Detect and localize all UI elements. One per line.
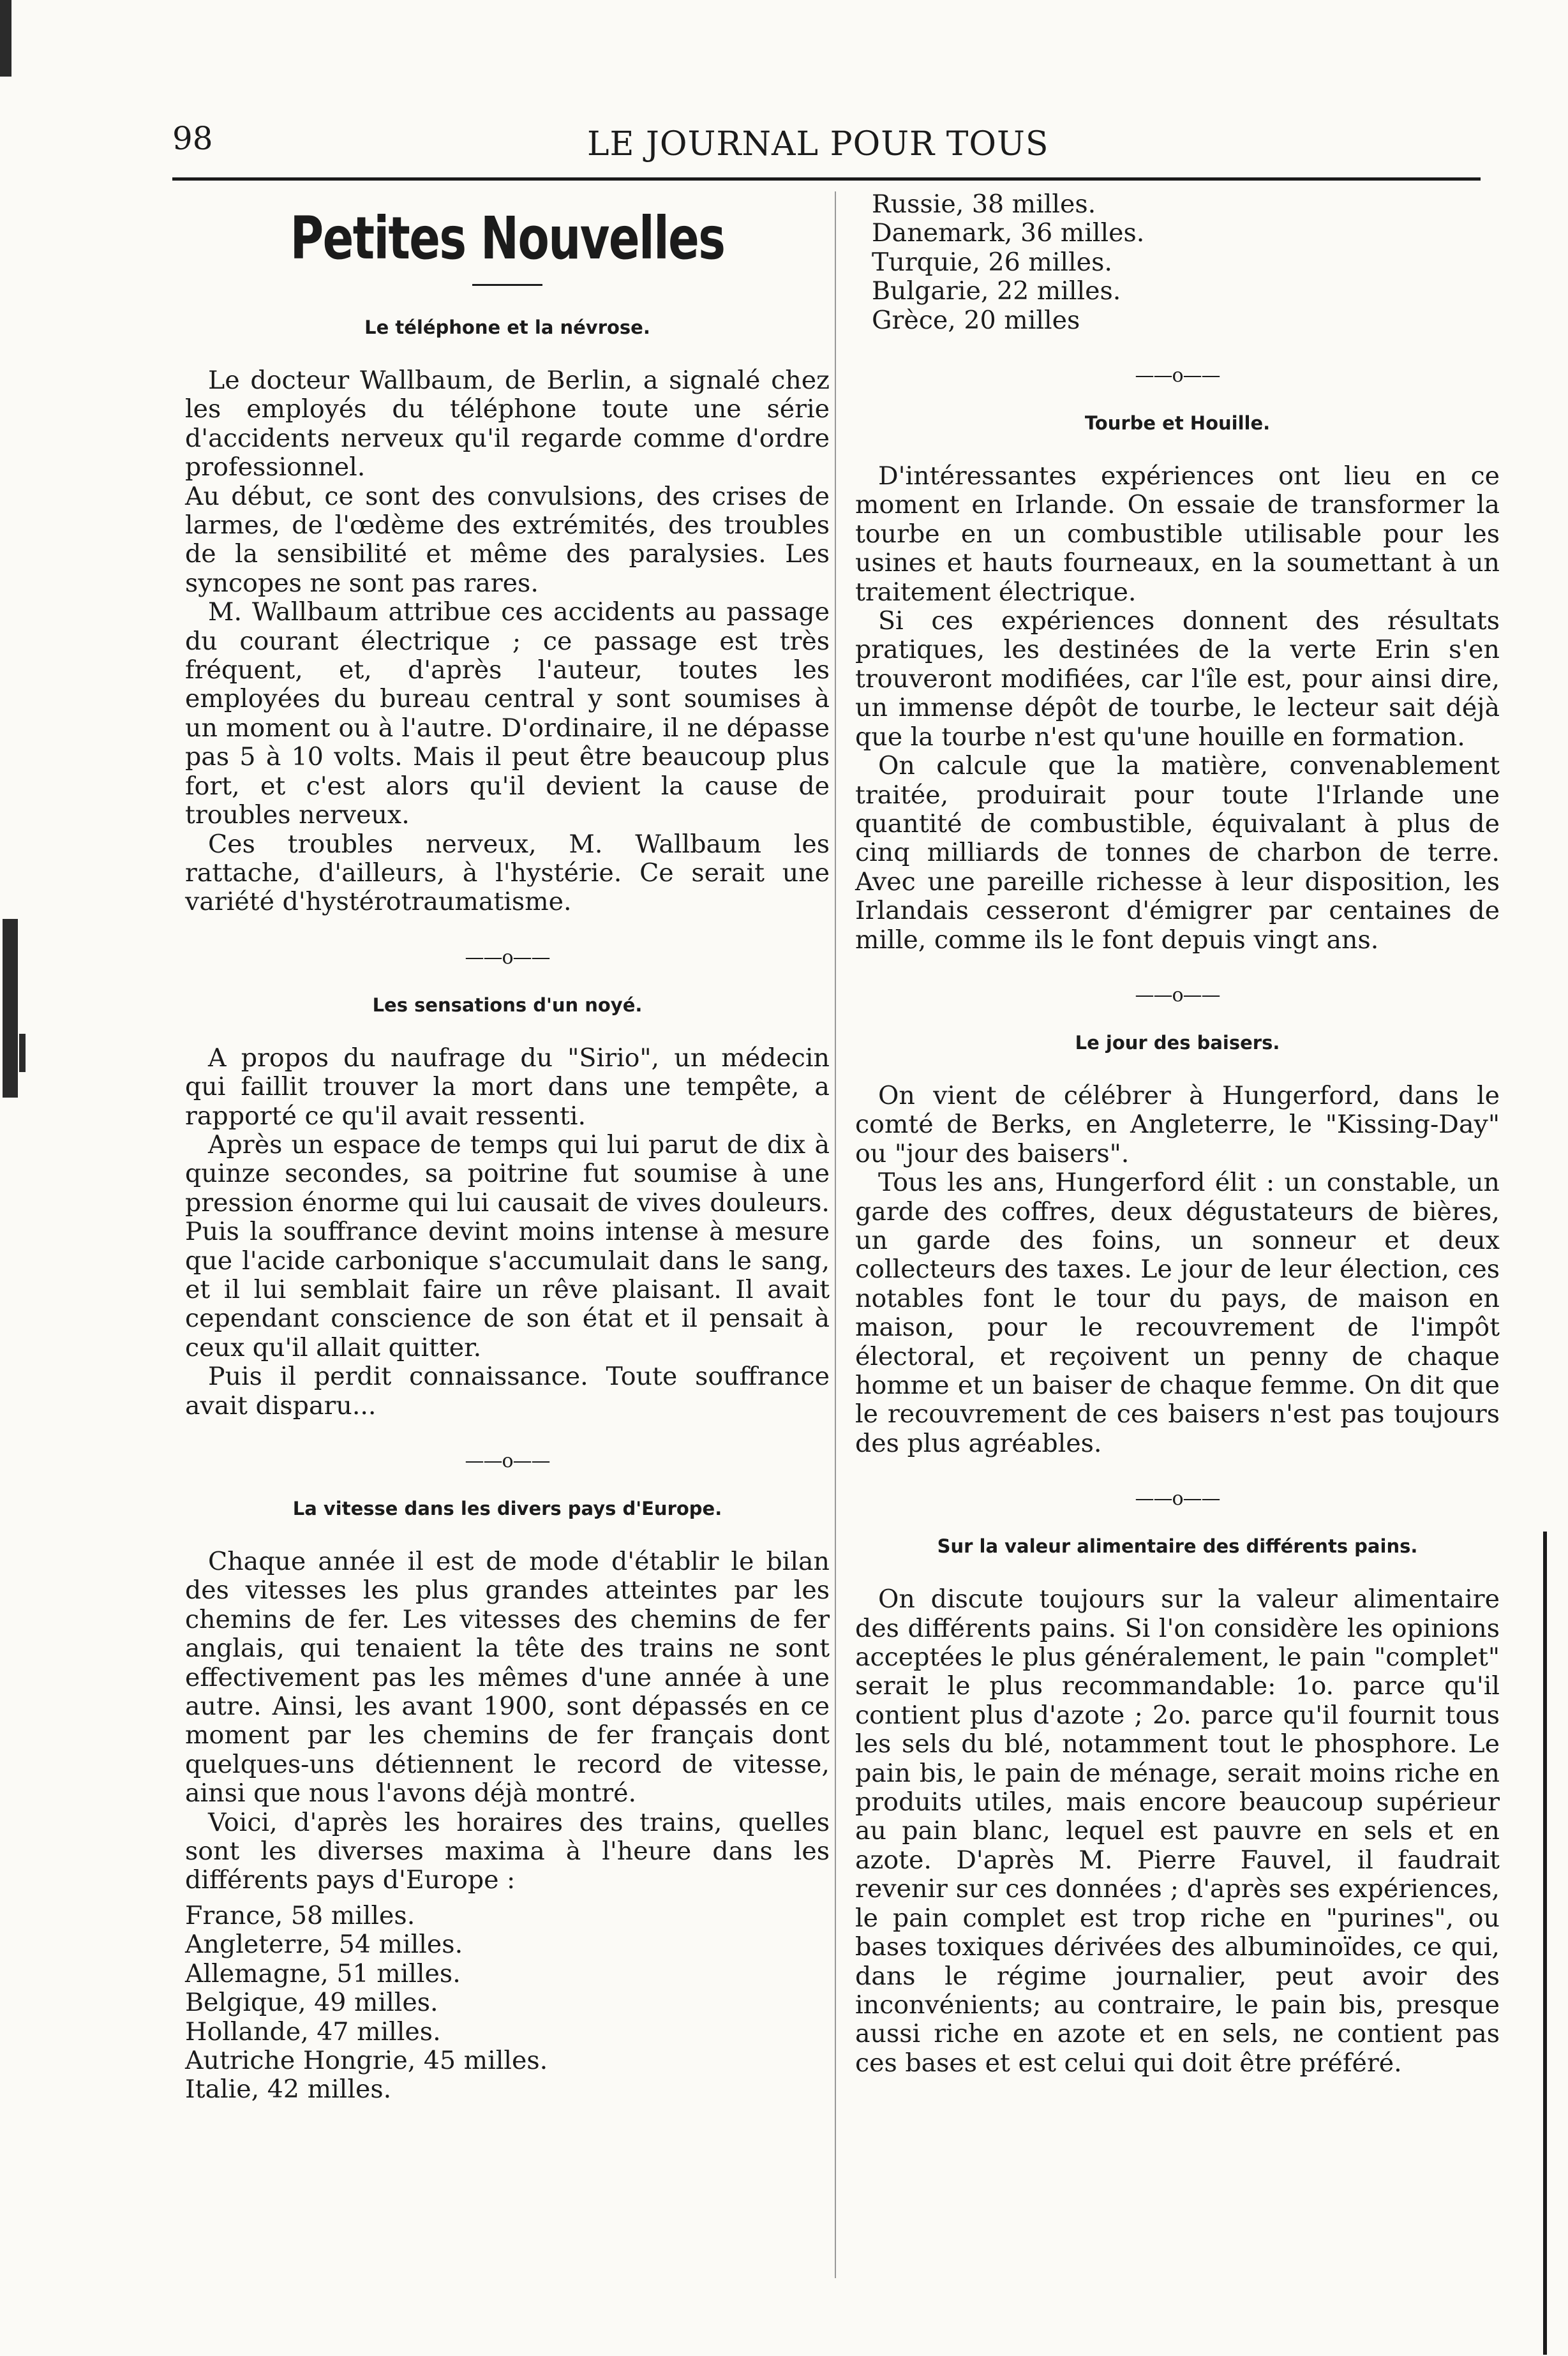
list-item: Grèce, 20 milles: [872, 305, 1080, 335]
section-separator: ——o——: [1135, 364, 1220, 387]
speed-list-continued: [855, 190, 1500, 335]
article-heading: Le téléphone et la névrose.: [364, 317, 650, 338]
main-title: Petites Nouvelles: [290, 204, 725, 272]
list-item: Allemagne, 51 milles.: [185, 1958, 461, 1988]
article-paragraph: D'intéressantes expériences ont lieu en ce moment en Irlande. On essaie de transformer la tourbe en un combustible utilisable pour les usines et hauts fourneaux, en la soumettant à un traitement électrique.: [855, 461, 1500, 607]
list-item: Hollande, 47 milles.: [185, 2017, 441, 2047]
section-separator: ——o——: [1135, 983, 1220, 1006]
scan-edge-mark: [3, 919, 18, 1098]
section-separator: ——o——: [1135, 1487, 1220, 1510]
section-separator: ——o——: [465, 1450, 550, 1472]
article-heading: Sur la valeur alimentaire des différents pains.: [937, 1535, 1418, 1558]
scan-edge-mark: [1543, 1532, 1547, 2355]
right-column: [855, 184, 1500, 2078]
section-separator: ——o——: [465, 946, 550, 969]
article-heading: Le jour des baisers.: [1075, 1031, 1280, 1054]
list-item: Angleterre, 54 milles.: [185, 1930, 463, 1960]
speed-list: [185, 1902, 830, 2105]
article-paragraph: Ces troubles nerveux, M. Wallbaum les rattache, d'ailleurs, à l'hystérie. Ce serait une variété d'hystérotraumatisme.: [185, 829, 830, 917]
list-item: Russie, 38 milles.: [872, 190, 1096, 219]
list-item: Turquie, 26 milles.: [872, 247, 1112, 277]
article-paragraph: Après un espace de temps qui lui parut de dix à quinze secondes, sa poitrine fut soumise à une pression énorme qui lui causait de vives douleurs. Puis la souffrance devint moins intense à mesure que l'acide carbonique s'accumulait dans le sang, et il lui semblait faire un rêve plaisant. Il avait cependant conscience de son état et il pensait à ceux qu'il allait quitter.: [185, 1130, 830, 1362]
left-column: [185, 191, 830, 2105]
article-heading: Tourbe et Houille.: [1084, 412, 1271, 435]
article-paragraph: Chaque année il est de mode d'établir le bilan des vitesses les plus grandes atteintes par les chemins de fer. Les vitesses des chemins de fer anglais, qui tenaient la tête des trains ne sont effectivement pas les mêmes d'une année à une autre. Ainsi, les avant 1900, sont dépassés en ce moment par les chemins de fer français dont quelques-uns détiennent le record de vitesse, ainsi que nous l'avons déjà montré.: [185, 1547, 830, 1808]
list-item: Bulgarie, 22 milles.: [872, 276, 1121, 306]
list-item: France, 58 milles.: [185, 1900, 415, 1930]
article-paragraph: Puis il perdit connaissance. Toute souffrance avait disparu...: [185, 1362, 830, 1420]
article-paragraph: Tous les ans, Hungerford élit : un constable, un garde des coffres, deux dégustateurs de bières, un garde des foins, un sonneur et deux collecteurs des taxes. Le jour de leur élection, ces notables font le tour du pays, de maison en maison, pour le recouvrement de l'impôt électoral, et reçoivent un penny de chaque homme et un baiser de chaque femme. On dit que le recouvrement de ces baisers n'est pas toujours des plus agréables.: [855, 1168, 1500, 1458]
article-paragraph: Au début, ce sont des convulsions, des crises de larmes, de l'œdème des extrémités, des troubles de la sensibilité et même des paralysies. Les syncopes ne sont pas rares.: [185, 481, 830, 598]
scan-edge-mark: [19, 1034, 26, 1072]
list-item: Danemark, 36 milles.: [872, 218, 1145, 248]
article-paragraph: Si ces expériences donnent des résultats pratiques, les destinées de la verte Erin s'en trouveront modifiées, car l'île est, pour ainsi dire, un immense dépôt de tourbe, le lecteur sait déjà que la tourbe n'est qu'une houille en formation.: [855, 606, 1500, 752]
list-item: Autriche Hongrie, 45 milles.: [185, 2045, 548, 2075]
header-rule: [172, 177, 1481, 181]
column-divider: [835, 191, 836, 2278]
page-number: 98: [172, 120, 213, 157]
scan-edge-mark: [0, 0, 11, 77]
list-item: Belgique, 49 milles.: [185, 1988, 438, 2018]
title-rule: [472, 284, 542, 286]
article-paragraph: Voici, d'après les horaires des trains, quelles sont les diverses maxima à l'heure dans les différents pays d'Europe :: [185, 1807, 830, 1895]
article-paragraph: Le docteur Wallbaum, de Berlin, a signalé chez les employés du téléphone toute une série d'accidents nerveux qu'il regarde comme d'ordre professionnel.: [185, 366, 830, 482]
article-paragraph: On discute toujours sur la valeur alimentaire des différents pains. Si l'on considère les opinions acceptées le plus généralement, le pain "complet" serait le plus recommandable: 1o. parce qu'il contient plus d'azote ; 2o. parce qu'il fournit tous les sels du blé, notamment tout le phosphore. Le pain bis, le pain de ménage, serait moins riche en produits utiles, mais encore beaucoup supérieur au pain blanc, lequel est pauvre en sels et en azote. D'après M. Pierre Fauvel, il faudrait revenir sur ces données ; d'après ses expériences, le pain complet est trop riche en "purines", ou bases toxiques dérivées des albuminoïdes, ce qui, dans le régime journalier, peut avoir des inconvénients; au contraire, le pain bis, presque aussi riche en azote et en sels, ne contient pas ces bases et est celui qui doit être préféré.: [855, 1584, 1500, 2078]
article-paragraph: M. Wallbaum attribue ces accidents au passage du courant électrique ; ce passage est très fréquent, et, d'après l'auteur, toutes les employées du bureau central y sont soumises à un moment ou à l'autre. D'ordinaire, il ne dépasse pas 5 à 10 volts. Mais il peut être beaucoup plus fort, et c'est alors qu'il devient la cause de troubles nerveux.: [185, 597, 830, 830]
article-paragraph: A propos du naufrage du "Sirio", un médecin qui faillit trouver la mort dans une tempête, a rapporté ce qu'il avait ressenti.: [185, 1043, 830, 1131]
list-item: Italie, 42 milles.: [185, 2075, 392, 2105]
article-paragraph: On calcule que la matière, convenablement traitée, produirait pour toute l'Irlande une quantité de combustible, équivalant à plus de cinq milliards de tonnes de charbon de terre. Avec une pareille richesse à leur disposition, les Irlandais cesseront d'émigrer par centaines de mille, comme ils le font depuis vingt ans.: [855, 751, 1500, 955]
article-heading: La vitesse dans les divers pays d'Europe.: [292, 1498, 722, 1519]
article-heading: Les sensations d'un noyé.: [372, 994, 643, 1016]
article-paragraph: On vient de célébrer à Hungerford, dans le comté de Berks, en Angleterre, le "Kissing-Day" ou "jour des baisers".: [855, 1080, 1500, 1168]
journal-title: LE JOURNAL POUR TOUS: [587, 125, 1049, 163]
